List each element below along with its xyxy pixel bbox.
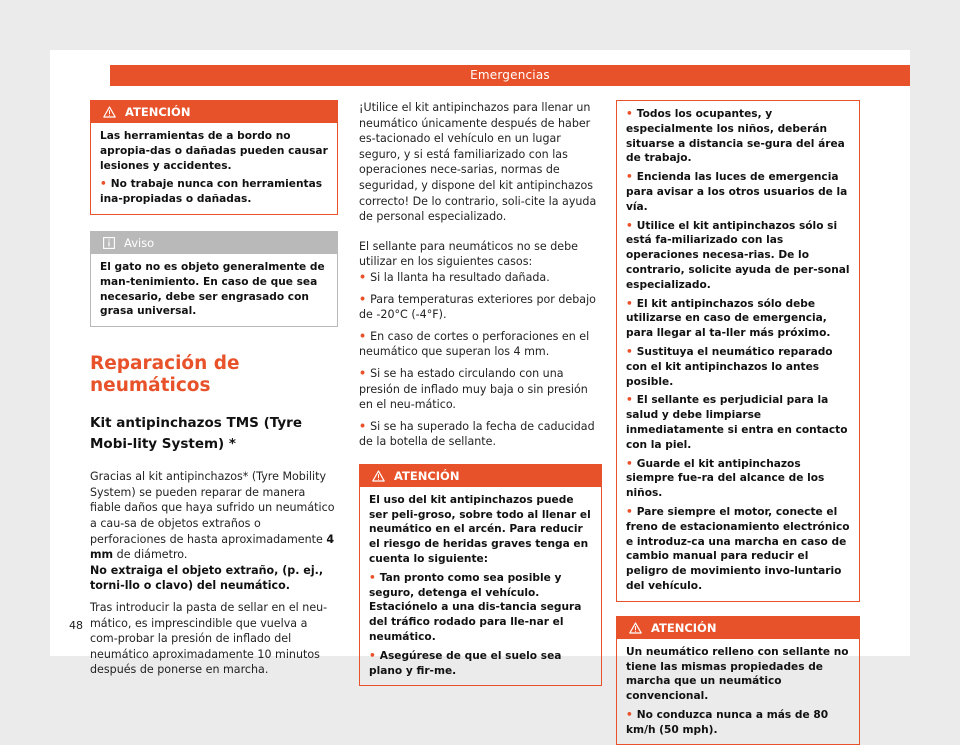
warning-title: ATENCIÓN <box>394 468 460 483</box>
warning-box-header <box>617 617 859 639</box>
intro-text-bold: No extraiga el objeto extraño, (p. ej., torni-llo o clavo) del neumático. <box>90 563 324 593</box>
warning-box <box>359 464 602 687</box>
intro-text-c: de diámetro. <box>113 548 188 562</box>
warning-box-continued <box>616 100 860 602</box>
list-item: • Si se ha estado circulando con una presión de inflado muy baja o sin presión en el neu-mático. <box>359 366 602 413</box>
aviso-box-header <box>91 232 337 254</box>
column-right <box>616 100 860 745</box>
usage-paragraph: ¡Utilice el kit antipinchazos para llenar un neumático únicamente después de haber es-tacionado el vehículo en un lugar seguro, y si está familiarizado con las operaciones nece-sarias, normas de seguridad, y dispone del kit antipinchazos correcto! De lo contrario, soli-cite la ayuda de personal especializado. <box>359 101 597 224</box>
aviso-box <box>90 231 338 327</box>
list-item: • Para temperaturas exteriores por debajo de -20°C (-4°F). <box>359 292 602 323</box>
list-item: • Si la llanta ha resultado dañada. <box>359 270 602 286</box>
warning-bullet: • Sustituya el neumático reparado con el kit antipinchazos lo antes posible. <box>626 345 851 389</box>
warning-box <box>616 616 860 745</box>
info-icon <box>103 237 115 249</box>
warning-bullet: • El sellante es perjudicial para la salud y debe limpiarse inmediatamente si entra en contacto con la piel. <box>626 393 851 452</box>
warning-bullet: • No trabaje nunca con herramientas ina-propiadas o dañadas. <box>100 177 329 207</box>
warning-triangle-icon <box>372 470 385 482</box>
warning-bullet: • Encienda las luces de emergencia para avisar a los otros usuarios de la vía. <box>626 170 851 214</box>
not-use-heading: El sellante para neumáticos no se debe utilizar en los siguientes casos: <box>359 239 578 269</box>
chapter-header: Emergencias <box>110 65 910 86</box>
column-middle <box>359 100 602 686</box>
warning-box <box>90 100 338 215</box>
intro-paragraph <box>90 469 338 678</box>
intro-text-size: 4 mm <box>90 532 335 562</box>
warning-bullet: • El kit antipinchazos sólo debe utilizarse en caso de emergencia, para llegar al ta-ller más próximo. <box>626 297 851 341</box>
warning-triangle-icon <box>629 622 642 634</box>
aviso-text: El gato no es objeto generalmente de man-tenimiento. En caso de que sea necesario, debe ser engrasado con grasa universal. <box>100 260 325 318</box>
warning-text: El uso del kit antipinchazos puede ser peli-groso, sobre todo al llenar el neumático en el arcén. Para reducir el riesgo de heridas graves tenga en cuenta lo siguiente: <box>369 493 591 566</box>
page-number: 48 <box>69 619 83 632</box>
warning-bullet: • Tan pronto como sea posible y seguro, detenga el vehículo. Estaciónelo a una dis-tancia segura del tráfico rodado para lle-nar el neumático. <box>369 571 593 645</box>
warning-bullet: • Utilice el kit antipinchazos sólo si está fa-miliarizado con las operaciones necesa-rias. De lo contrario, solicite ayuda de per-sonal especializado. <box>626 219 851 293</box>
column-left <box>90 100 338 678</box>
section-title: Reparación de neumáticos <box>90 353 240 397</box>
pressure-check-text: Tras introducir la pasta de sellar en el neu-mático, es imprescindible que vuelva a com-probar la presión de inflado del neumático aproximadamente 10 minutos después de ponerse en marcha. <box>90 600 328 677</box>
warning-triangle-icon <box>103 106 116 118</box>
list-item: • En caso de cortes o perforaciones en el neumático que superan los 4 mm. <box>359 329 602 360</box>
warning-title: ATENCIÓN <box>651 620 717 635</box>
warning-bullet: • Pare siempre el motor, conecte el freno de estacionamiento electrónico e introduz-ca una marcha en caso de cambio manual para reducir el peligro de movimiento invo-luntario del vehículo. <box>626 505 851 594</box>
warning-box-header <box>91 101 337 123</box>
not-use-list <box>359 270 602 450</box>
warning-bullet: • Asegúrese de que el suelo sea plano y fir-me. <box>369 649 593 679</box>
warning-text: Las herramientas de a bordo no apropia-das o dañadas pueden causar lesiones y accidentes. <box>100 130 328 172</box>
warning-bullet: • Todos los ocupantes, y especialmente los niños, deberán situarse a distancia se-gura del área de trabajo. <box>626 107 851 166</box>
subsection-title: Kit antipinchazos TMS (Tyre Mobi-lity System) * <box>90 415 302 453</box>
intro-text-a: Gracias al kit antipinchazos* (Tyre Mobility System) se pueden reparar de manera fiable daños que haya sufrido un neumático a cau-sa de objetos extraños o perforaciones de hasta aproximadamente <box>90 470 335 546</box>
aviso-title: Aviso <box>124 235 155 250</box>
warning-title: ATENCIÓN <box>125 105 191 119</box>
warning-text: Un neumático relleno con sellante no tiene las mismas propiedades de marcha que un neumático convencional. <box>626 645 849 703</box>
list-item: • Si se ha superado la fecha de caducidad de la botella de sellante. <box>359 419 602 450</box>
warning-bullet: • Guarde el kit antipinchazos siempre fue-ra del alcance de los niños. <box>626 457 851 501</box>
warning-box-header <box>360 465 601 487</box>
page <box>50 50 910 736</box>
warning-bullet: • No conduzca nunca a más de 80 km/h (50 mph). <box>626 708 851 738</box>
